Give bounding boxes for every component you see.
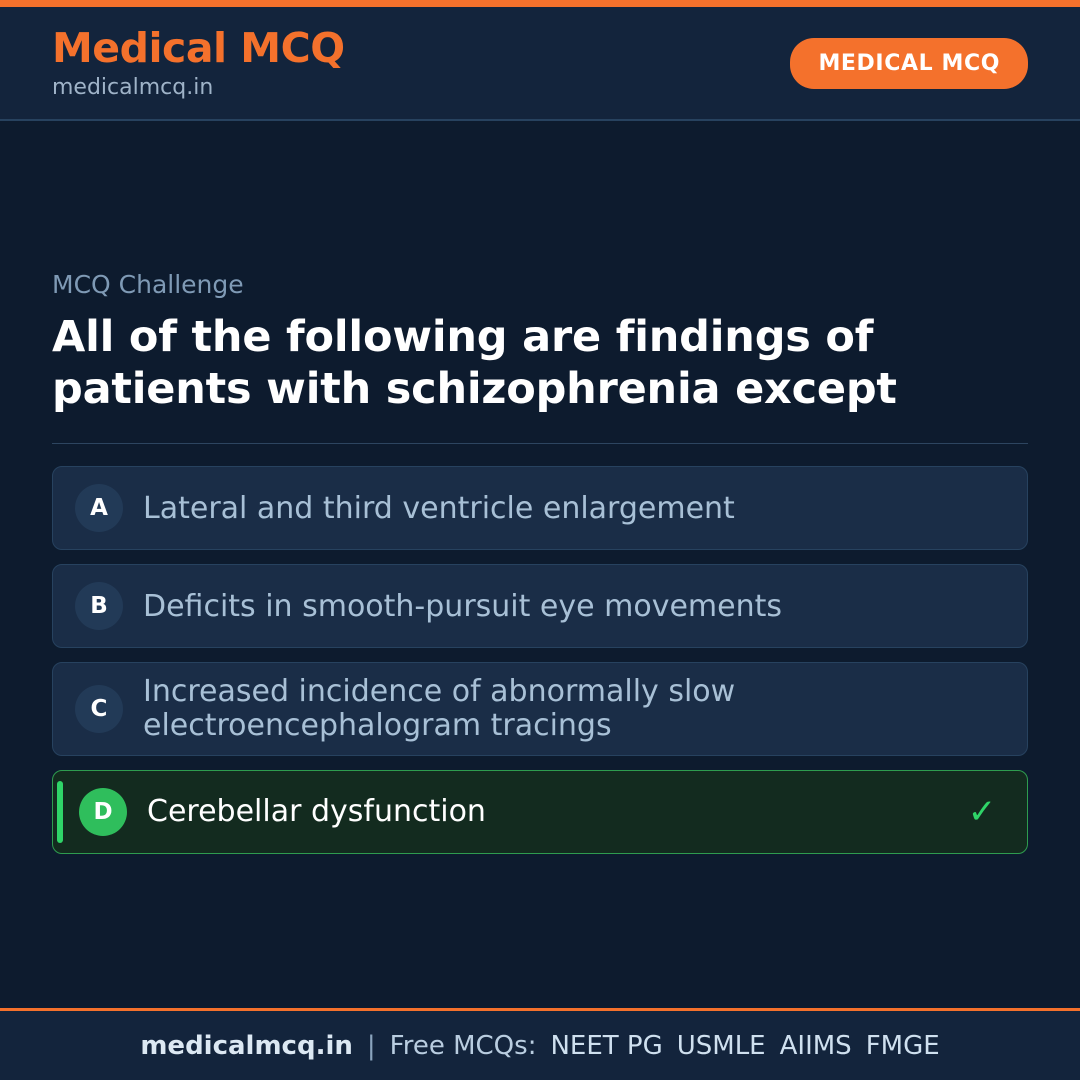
option-text: Cerebellar dysfunction [147,793,486,829]
footer-tag-usmle: USMLE [676,1030,766,1061]
option-text: Increased incidence of abnormally slow electroencephalogram tracings [143,674,736,743]
header-badge: MEDICAL MCQ [790,38,1028,89]
top-accent-bar [0,0,1080,7]
footer-tag-aiims: AIIMS [779,1030,852,1061]
eyebrow-label: MCQ Challenge [52,270,244,299]
option-text: Deficits in smooth-pursuit eye movements [143,588,783,624]
footer-site: medicalmcq.in [140,1030,353,1061]
brand-block [52,24,345,100]
option-letter: C [75,685,123,733]
footer-tag-fmge: FMGE [865,1030,940,1061]
main-content [0,121,1080,1008]
top-spacer [52,121,1028,271]
footer [0,1008,1080,1080]
option-d[interactable] [52,770,1028,854]
footer-label: Free MCQs: [389,1030,537,1061]
bottom-spacer [52,854,1028,1008]
option-c[interactable] [52,662,1028,755]
option-b[interactable] [52,564,1028,648]
header [0,7,1080,121]
option-a[interactable] [52,466,1028,550]
footer-tag-neetpg: NEET PG [550,1030,663,1061]
option-letter: D [79,788,127,836]
brand-title: Medical MCQ [52,24,345,73]
divider [52,443,1028,444]
option-letter: B [75,582,123,630]
footer-separator: | [366,1030,376,1061]
check-icon: ✓ [967,791,997,832]
option-text: Lateral and third ventricle enlargement [143,490,735,526]
question-text: All of the following are findings of patients with schizophrenia except [52,311,897,414]
option-letter: A [75,484,123,532]
brand-subtitle: medicalmcq.in [52,74,214,100]
options-list [52,466,1028,853]
